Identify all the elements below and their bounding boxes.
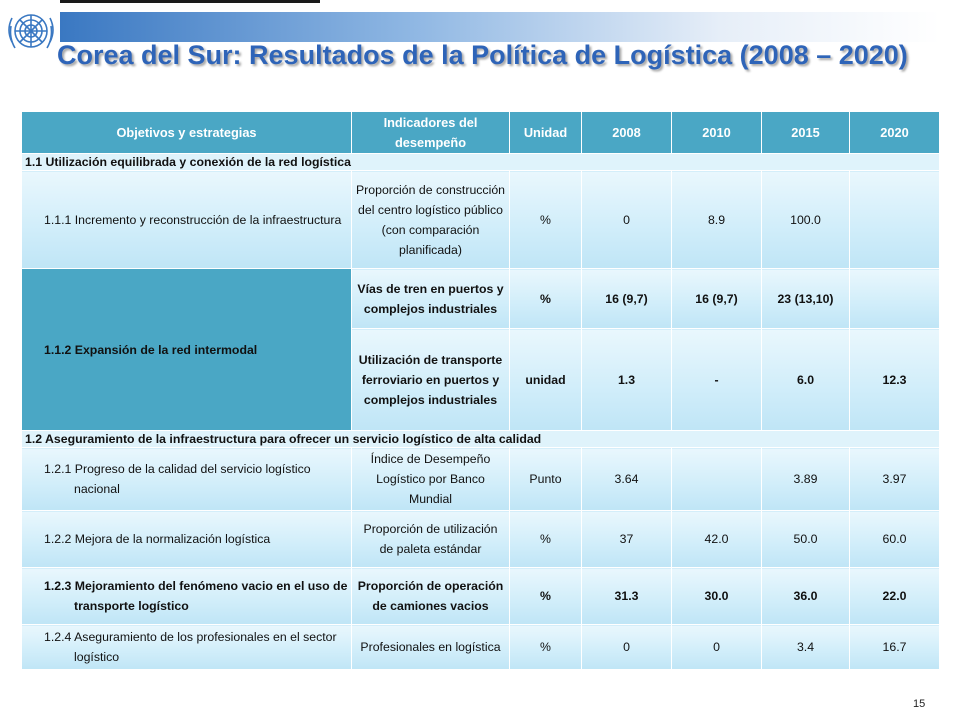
objective-text: 1.2.1 Progreso de la calidad del servicio logístico nacional — [44, 462, 311, 496]
results-table — [21, 111, 940, 670]
value-2020 — [850, 171, 940, 269]
page-title: Corea del Sur: Resultados de la Política de Logística (2008 – 2020) — [57, 40, 908, 70]
value-2008: 0 — [582, 625, 672, 670]
value-2020 — [850, 269, 940, 329]
value-2008: 1.3 — [582, 329, 672, 431]
indicator-cell: Proporción de construcción del centro logístico público (con comparación planificada) — [352, 171, 510, 269]
value-2015: 36.0 — [762, 568, 850, 625]
section-row — [22, 431, 940, 448]
table-row — [22, 269, 940, 329]
value-2020: 16.7 — [850, 625, 940, 670]
value-2020: 3.97 — [850, 448, 940, 511]
table-row — [22, 625, 940, 670]
value-2010: - — [672, 329, 762, 431]
header-cell: Indicadores del desempeño — [352, 112, 510, 154]
header-cell: 2008 — [582, 112, 672, 154]
objective-cell — [22, 511, 352, 568]
objective-text: 1.1.2 Expansión de la red intermodal — [44, 342, 258, 357]
unit-cell: unidad — [510, 329, 582, 431]
objective-cell — [22, 269, 352, 431]
header-cell: 2010 — [672, 112, 762, 154]
header-cell: 2020 — [850, 112, 940, 154]
objective-text: 1.2.3 Mejoramiento del fenómeno vacio en el uso de transporte logístico — [44, 579, 348, 613]
unit-cell: % — [510, 511, 582, 568]
section-title: 1.1 Utilización equilibrada y conexión de la red logística — [22, 154, 940, 171]
value-2015: 23 (13,10) — [762, 269, 850, 329]
unit-cell: Punto — [510, 448, 582, 511]
value-2010: 42.0 — [672, 511, 762, 568]
header-band — [60, 12, 940, 42]
value-2008: 0 — [582, 171, 672, 269]
value-2008: 37 — [582, 511, 672, 568]
value-2008: 3.64 — [582, 448, 672, 511]
indicator-cell: Proporción de utilización de paleta estándar — [352, 511, 510, 568]
indicator-cell: Profesionales en logística — [352, 625, 510, 670]
header-cell: 2015 — [762, 112, 850, 154]
header-cell: Unidad — [510, 112, 582, 154]
value-2008: 16 (9,7) — [582, 269, 672, 329]
objective-cell — [22, 448, 352, 511]
unit-cell: % — [510, 625, 582, 670]
value-2010: 0 — [672, 625, 762, 670]
value-2015: 3.89 — [762, 448, 850, 511]
indicator-cell: Proporción de operación de camiones vacios — [352, 568, 510, 625]
objective-cell — [22, 568, 352, 625]
value-2020: 12.3 — [850, 329, 940, 431]
section-title: 1.2 Aseguramiento de la infraestructura para ofrecer un servicio logístico de alta calidad — [22, 431, 940, 448]
top-rule — [60, 0, 320, 3]
un-emblem-icon — [2, 2, 60, 60]
objective-text: 1.2.4 Aseguramiento de los profesionales en el sector logístico — [44, 630, 337, 664]
unit-cell: % — [510, 269, 582, 329]
unit-cell: % — [510, 568, 582, 625]
indicator-cell: Vías de tren en puertos y complejos industriales — [352, 269, 510, 329]
page-number: 15 — [913, 698, 926, 710]
table-row — [22, 568, 940, 625]
indicator-cell: Índice de Desempeño Logístico por Banco Mundial — [352, 448, 510, 511]
value-2020: 22.0 — [850, 568, 940, 625]
value-2010: 16 (9,7) — [672, 269, 762, 329]
objective-text: 1.1.1 Incremento y reconstrucción de la infraestructura — [44, 212, 342, 227]
table-row — [22, 511, 940, 568]
objective-text: 1.2.2 Mejora de la normalización logística — [44, 532, 271, 546]
value-2010 — [672, 448, 762, 511]
indicator-cell: Utilización de transporte ferroviario en puertos y complejos industriales — [352, 329, 510, 431]
value-2008: 31.3 — [582, 568, 672, 625]
value-2015: 100.0 — [762, 171, 850, 269]
header-cell: Objetivos y estrategias — [22, 112, 352, 154]
section-row — [22, 154, 940, 171]
value-2010: 30.0 — [672, 568, 762, 625]
value-2010: 8.9 — [672, 171, 762, 269]
results-table-container — [21, 111, 941, 670]
value-2020: 60.0 — [850, 511, 940, 568]
table-header-row — [22, 112, 940, 154]
value-2015: 6.0 — [762, 329, 850, 431]
objective-cell — [22, 171, 352, 269]
unit-cell: % — [510, 171, 582, 269]
objective-cell — [22, 625, 352, 670]
table-row — [22, 448, 940, 511]
value-2015: 3.4 — [762, 625, 850, 670]
value-2015: 50.0 — [762, 511, 850, 568]
table-row — [22, 171, 940, 269]
